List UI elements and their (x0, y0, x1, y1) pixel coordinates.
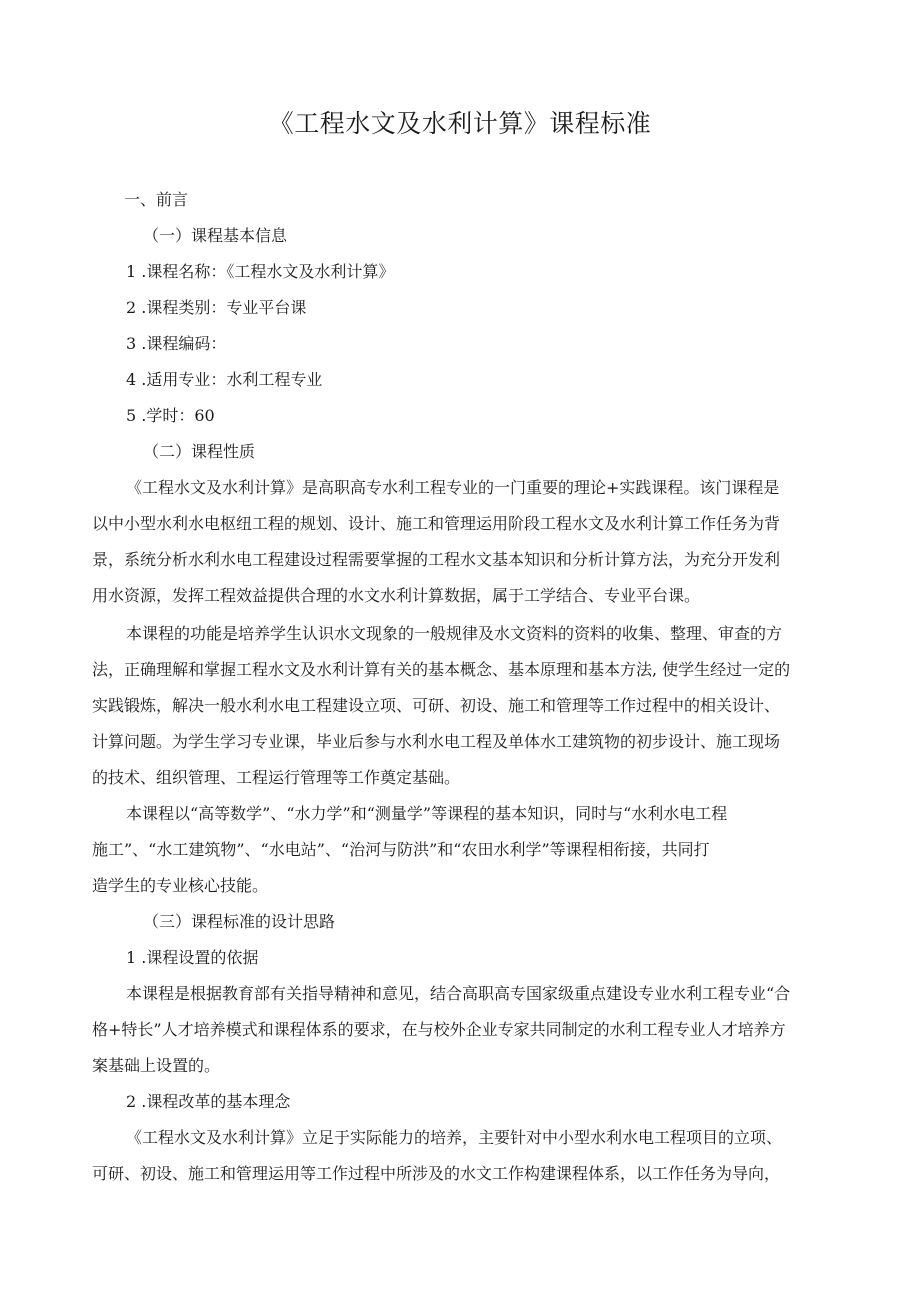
item-course-basis: 1 .课程设置的依据 (126, 948, 259, 967)
paragraph-line: 可研、初设、施工和管理运用等工作过程中所涉及的水文工作构建课程体系，以工作任务为导向， (92, 1164, 781, 1183)
paragraph-reform-concept (92, 1120, 832, 1192)
paragraph-line: 以中小型水利水电枢纽工程的规划、设计、施工和管理运用阶段工程水文及水利计算工作任务为背 (92, 514, 781, 533)
paragraph-line: 法，正确理解和掌握工程水文及水利计算有关的基本概念、基本原理和基本方法, 使学生经过一定的 (92, 660, 791, 679)
paragraph-course-function (92, 616, 832, 796)
info-applicable-major: 4 .适用专业：水利工程专业 (126, 370, 323, 389)
info-course-name: 1 .课程名称：《工程水文及水利计算》 (126, 262, 395, 281)
paragraph-course-relations (92, 796, 832, 904)
paragraph-line: 本课程以“高等数学”、“水力学”和“测量学”等课程的基本知识，同时与“水利水电工程 (126, 804, 728, 823)
info-course-code: 3 .课程编码： (126, 334, 227, 353)
info-class-hours: 5 .学时：60 (126, 406, 215, 425)
paragraph-line: 本课程是根据教育部有关指导精神和意见，结合高职高专国家级重点建设专业水利工程专业“合 (126, 984, 791, 1003)
paragraph-line: 用水资源，发挥工程效益提供合理的水文水利计算数据，属于工学结合、专业平台课。 (92, 586, 701, 605)
paragraph-line: 造学生的专业核心技能。 (92, 876, 269, 895)
paragraph-line: 格+特长”人才培养模式和课程体系的要求，在与校外企业专家共同制定的水利工程专业人才培养方 (92, 1020, 786, 1039)
section-heading-preface: 一、前言 (124, 190, 189, 209)
paragraph-line: 施工”、“水工建筑物”、“水电站”、“治河与防洪”和“农田水利学”等课程相衔接，共同打 (92, 840, 710, 859)
subheading-design-approach: （三）课程标准的设计思路 (143, 912, 336, 931)
info-course-type: 2 .课程类别：专业平台课 (126, 298, 307, 317)
paragraph-line: 实践锻炼，解决一般水利水电工程建设立项、可研、初设、施工和管理等工作过程中的相关设计、 (92, 696, 781, 715)
paragraph-course-basis (92, 976, 832, 1084)
paragraph-line: 的技术、组织管理、工程运行管理等工作奠定基础。 (92, 768, 461, 787)
subheading-course-nature: （二）课程性质 (143, 442, 256, 461)
paragraph-line: 计算问题。为学生学习专业课，毕业后参与水利水电工程及单体水工建筑物的初步设计、施工现场 (92, 732, 781, 751)
item-reform-concept: 2 .课程改革的基本理念 (126, 1092, 291, 1111)
paragraph-line: 《工程水文及水利计算》立足于实际能力的培养，主要针对中小型水利水电工程项目的立项、 (126, 1128, 783, 1147)
paragraph-line: 景，系统分析水利水电工程建设过程需要掌握的工程水文基本知识和分析计算方法，为充分开发利 (92, 550, 781, 569)
paragraph-course-nature (92, 470, 832, 614)
subheading-basic-info: （一）课程基本信息 (143, 226, 288, 245)
paragraph-line: 《工程水文及水利计算》是高职高专水利工程专业的一门重要的理论+实践课程。该门课程是 (126, 478, 780, 497)
paragraph-line: 案基础上设置的。 (92, 1056, 221, 1075)
paragraph-line: 本课程的功能是培养学生认识水文现象的一般规律及水文资料的资料的收集、整理、审查的方 (126, 624, 783, 643)
document-title: 《工程水文及水利计算》课程标准 (268, 109, 652, 138)
